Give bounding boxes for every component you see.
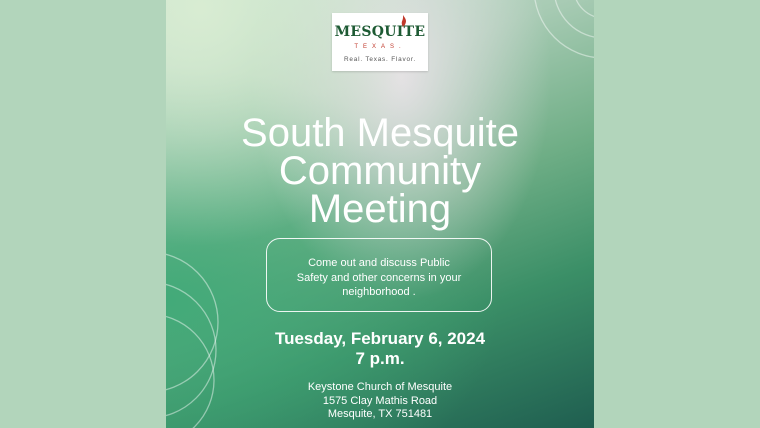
title-line-2: Community xyxy=(278,149,482,193)
description-line-1: Come out and discuss Public xyxy=(308,257,450,269)
city-logo xyxy=(332,13,428,71)
street-address: 1575 Clay Mathis Road xyxy=(322,394,438,407)
top-right-ring-middle xyxy=(554,0,594,38)
event-time: 7 p.m. xyxy=(355,349,405,368)
event-location xyxy=(166,381,594,422)
logo-wordmark: MESQUITE xyxy=(334,24,426,40)
event-date: Tuesday, February 6, 2024 xyxy=(274,329,486,348)
top-right-ring-outer xyxy=(534,0,594,58)
title-line-1: South Mesquite xyxy=(241,111,519,155)
meeting-title xyxy=(166,111,594,231)
top-right-ring-inner xyxy=(574,0,594,18)
description-box xyxy=(266,238,492,312)
venue-name: Keystone Church of Mesquite xyxy=(307,381,453,393)
description-text xyxy=(273,256,485,300)
title-line-3: Meeting xyxy=(308,187,452,231)
logo-state: TEXAS. xyxy=(354,44,406,50)
meeting-flyer xyxy=(166,0,594,428)
description-line-3: neighborhood . xyxy=(342,286,416,298)
logo-tagline: Real. Texas. Flavor. xyxy=(343,56,416,63)
description-line-2: Safety and other concerns in your xyxy=(296,271,462,284)
city-state-zip: Mesquite, TX 751481 xyxy=(327,408,433,420)
